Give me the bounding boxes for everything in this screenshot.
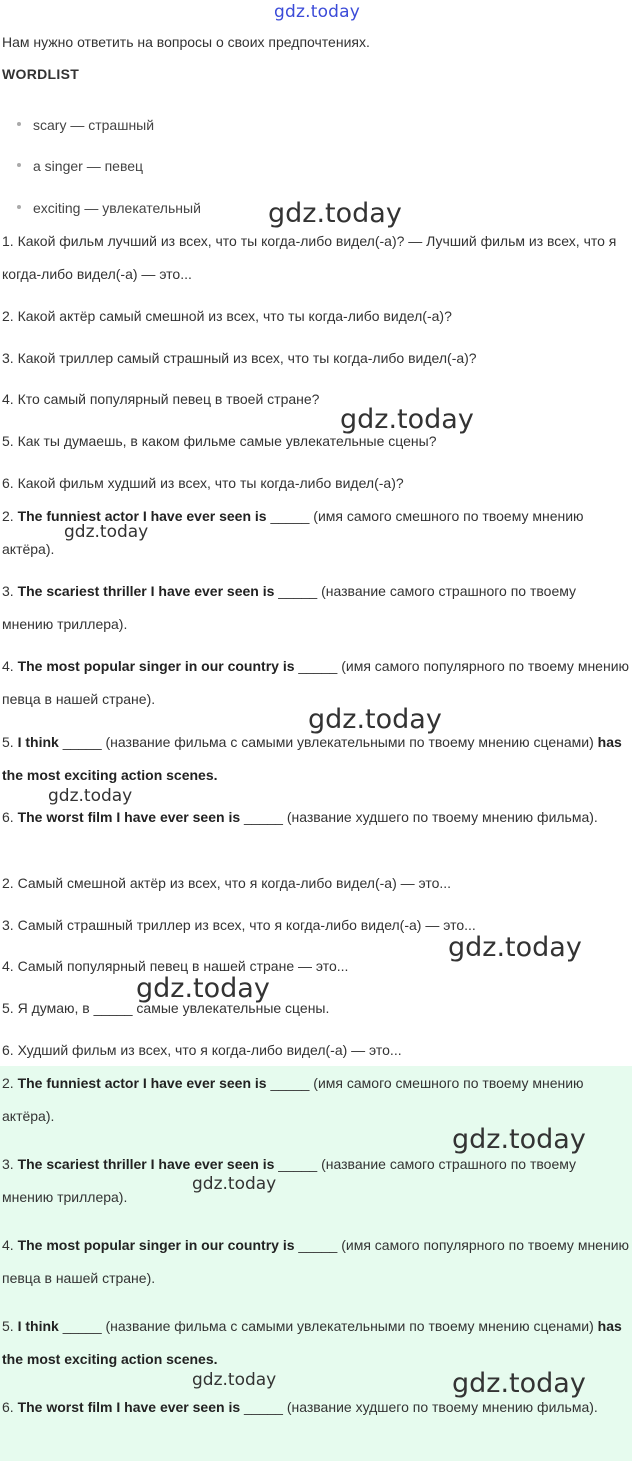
question-4: 4. Кто самый популярный певец в твоей стране? — [2, 391, 320, 407]
wordlist-heading: WORDLIST — [2, 66, 80, 82]
answer-5: 5. I think _____ (название фильма с самыми увлекательными по твоему мнению сценами) has the most exciting action scenes. — [2, 1318, 622, 1367]
translation-5: 5. Я думаю, в _____ самые увлекательные сцены. — [2, 1000, 330, 1016]
bullet-icon — [17, 163, 21, 167]
question-3: 3. Какой триллер самый страшный из всех, что ты когда-либо видел(-а)? — [2, 350, 477, 366]
wordlist-item: exciting — увлекательный — [17, 200, 201, 216]
question-2: 2. Какой актёр самый смешной из всех, что ты когда-либо видел(-а)? — [2, 308, 452, 324]
template-5: 5. I think _____ (название фильма с самыми увлекательными по твоему мнению сценами) has the most exciting action scenes. — [2, 734, 622, 783]
translation-3: 3. Самый страшный триллер из всех, что я когда-либо видел(-а) — это... — [2, 917, 476, 933]
wordlist-item: scary — страшный — [17, 117, 154, 133]
watermark-text: gdz.today — [136, 973, 270, 1004]
translation-4: 4. Самый популярный певец в нашей стране — это... — [2, 958, 349, 974]
bullet-icon — [17, 205, 21, 209]
watermark-text: gdz.today — [340, 404, 474, 435]
watermark-text: gdz.today — [452, 1368, 586, 1399]
bullet-icon — [17, 122, 21, 126]
answer-4: 4. The most popular singer in our country is _____ (имя самого популярного по твоему мнению певца в нашей стране). — [2, 1237, 630, 1286]
watermark-text: gdz.today — [192, 1174, 277, 1194]
template-2: 2. The funniest actor I have ever seen is _____ (имя самого смешного по твоему мнению актёра). — [2, 508, 584, 557]
translation-2: 2. Самый смешной актёр из всех, что я когда-либо видел(-а) — это... — [2, 875, 452, 891]
watermark-text: gdz.today — [64, 522, 149, 542]
intro-text: Нам нужно ответить на вопросы о своих предпочтениях. — [2, 34, 370, 50]
answer-3: 3. The scariest thriller I have ever seen is _____ (название самого страшного по твоему мнению триллера). — [2, 1156, 577, 1205]
watermark-text: gdz.today — [448, 932, 582, 963]
watermark-text: gdz.today — [452, 1124, 586, 1155]
watermark-text: gdz.today — [268, 198, 402, 229]
question-5: 5. Как ты думаешь, в каком фильме самые увлекательные сцены? — [2, 433, 437, 449]
watermark-text: gdz.today — [192, 1370, 277, 1390]
site-logo[interactable]: gdz.today — [274, 2, 361, 22]
wordlist-item: a singer — певец — [17, 158, 143, 174]
translation-6: 6. Худший фильм из всех, что я когда-либо видел(-а) — это... — [2, 1042, 402, 1058]
template-6: 6. The worst film I have ever seen is _____ (название худшего по твоему мнению фильма). — [2, 809, 598, 825]
template-4: 4. The most popular singer in our country is _____ (имя самого популярного по твоему мнению певца в нашей стране). — [2, 658, 630, 707]
question-1: 1. Какой фильм лучший из всех, что ты когда-либо видел(-а)? — Лучший фильм из всех, что я когда-либо видел(-а) — это... — [2, 233, 617, 282]
answer-6: 6. The worst film I have ever seen is _____ (название худшего по твоему мнению фильма). — [2, 1399, 598, 1415]
watermark-text: gdz.today — [48, 786, 133, 806]
question-6: 6. Какой фильм худший из всех, что ты когда-либо видел(-а)? — [2, 475, 404, 491]
watermark-text: gdz.today — [308, 704, 442, 735]
answer-2: 2. The funniest actor I have ever seen is _____ (имя самого смешного по твоему мнению актёра). — [2, 1075, 584, 1124]
template-3: 3. The scariest thriller I have ever seen is _____ (название самого страшного по твоему мнению триллера). — [2, 583, 577, 632]
